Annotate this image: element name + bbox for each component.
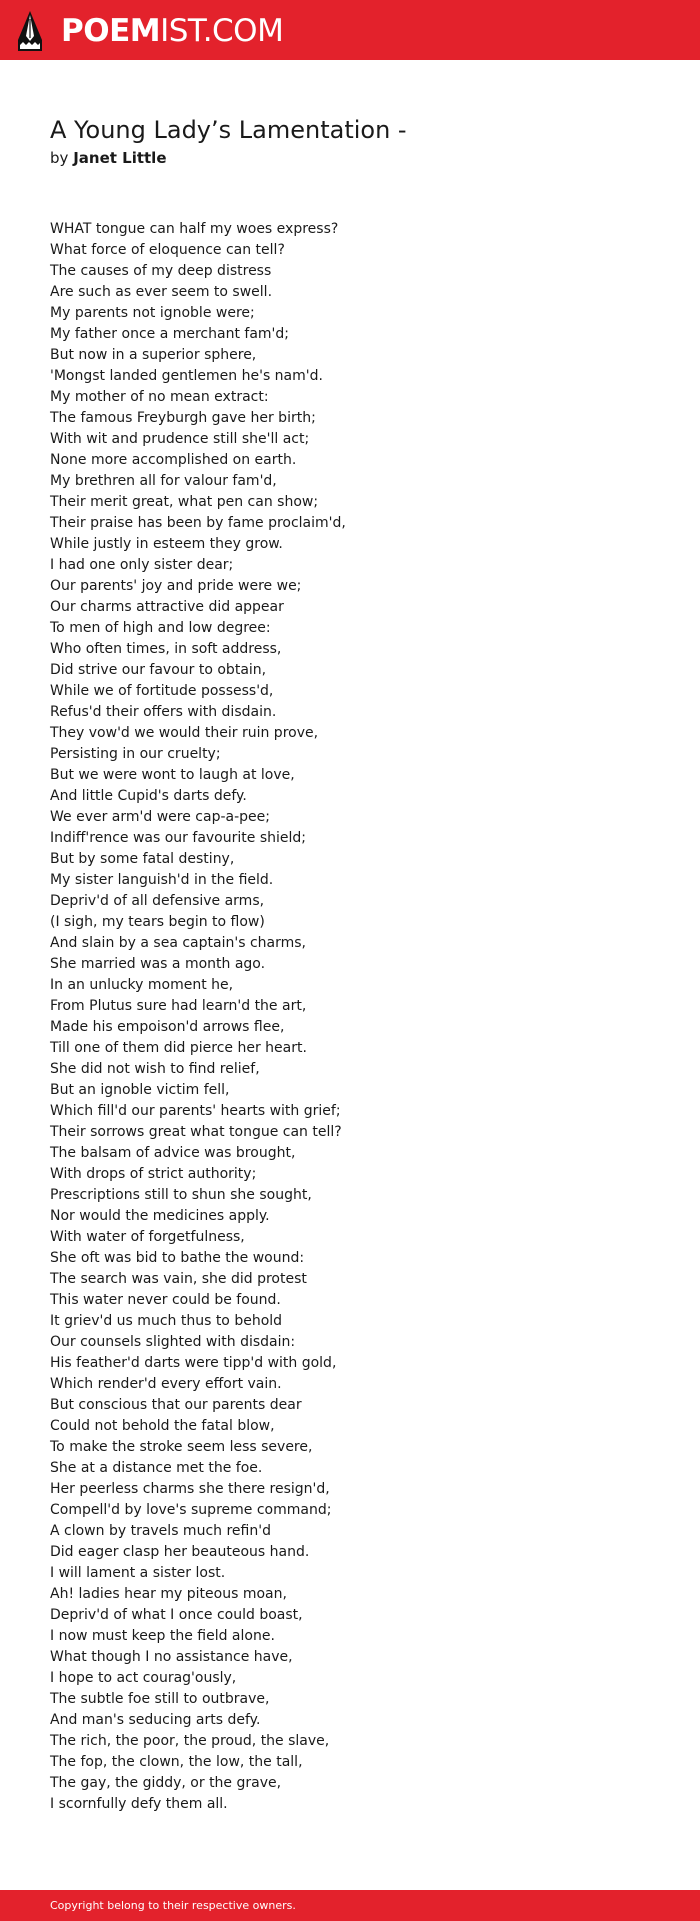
poem-line: Which render'd every effort vain. — [50, 1376, 282, 1392]
poem-line: I will lament a sister lost. — [50, 1565, 226, 1581]
poem-line: I now must keep the field alone. — [50, 1628, 275, 1644]
poem-line: She at a distance met the foe. — [50, 1460, 263, 1476]
poem-line: We ever arm'd were cap-a-pee; — [50, 809, 270, 825]
poem-line: Our charms attractive did appear — [50, 599, 284, 615]
poem-line: Persisting in our cruelty; — [50, 746, 221, 762]
site-logo[interactable] — [17, 9, 283, 53]
site-header — [0, 0, 700, 60]
poem-line: And slain by a sea captain's charms, — [50, 935, 306, 951]
poem-line: Our counsels slighted with disdain: — [50, 1334, 296, 1350]
poem-line: Depriv'd of what I once could boast, — [50, 1607, 303, 1623]
poem-line: What force of eloquence can tell? — [50, 242, 285, 258]
poem-line: (I sigh, my tears begin to flow) — [50, 914, 265, 930]
poem-line: My sister languish'd in the field. — [50, 872, 274, 888]
poem-line: Her peerless charms she there resign'd, — [50, 1481, 330, 1497]
poem-line: She married was a month ago. — [50, 956, 266, 972]
poem-line: To men of high and low degree: — [50, 620, 271, 636]
poem-line: From Plutus sure had learn'd the art, — [50, 998, 307, 1014]
poem-line: My parents not ignoble were; — [50, 305, 255, 321]
poem-line: In an unlucky moment he, — [50, 977, 234, 993]
poem-line: With drops of strict authority; — [50, 1166, 257, 1182]
poem-line: But an ignoble victim fell, — [50, 1082, 230, 1098]
logo-text-bold: POEM — [61, 13, 161, 49]
poem-line: Made his empoison'd arrows flee, — [50, 1019, 285, 1035]
site-footer — [0, 1890, 700, 1921]
poem-line: Their praise has been by fame proclaim'd, — [50, 515, 346, 531]
poem-line: 'Mongst landed gentlemen he's nam'd. — [50, 368, 323, 384]
poem-line: But conscious that our parents dear — [50, 1397, 302, 1413]
poem-line: The famous Freyburgh gave her birth; — [50, 410, 316, 426]
poem-line: Depriv'd of all defensive arms, — [50, 893, 265, 909]
poem-line: But we were wont to laugh at love, — [50, 767, 295, 783]
poem-line: The search was vain, she did protest — [50, 1271, 307, 1287]
poem-line: Refus'd their offers with disdain. — [50, 704, 277, 720]
poem-line: Our parents' joy and pride were we; — [50, 578, 302, 594]
poem-line: The fop, the clown, the low, the tall, — [50, 1754, 303, 1770]
poem-line: While justly in esteem they grow. — [50, 536, 283, 552]
poem-line: They vow'd we would their ruin prove, — [50, 725, 319, 741]
poem-line: My mother of no mean extract: — [50, 389, 269, 405]
poem-line: The causes of my deep distress — [50, 263, 272, 279]
poem-line: Compell'd by love's supreme command; — [50, 1502, 332, 1518]
poem-line: Could not behold the fatal blow, — [50, 1418, 275, 1434]
poem-line: And little Cupid's darts defy. — [50, 788, 247, 804]
poem-line: With wit and prudence still she'll act; — [50, 431, 310, 447]
poem-line: Their sorrows great what tongue can tell? — [50, 1124, 342, 1140]
author-name[interactable]: Janet Little — [73, 149, 167, 167]
poem-line: Which fill'd our parents' hearts with grief; — [50, 1103, 341, 1119]
poem-line: None more accomplished on earth. — [50, 452, 297, 468]
poem-line: A clown by travels much refin'd — [50, 1523, 271, 1539]
poem-line: Till one of them did pierce her heart. — [50, 1040, 307, 1056]
poem-line: And man's seducing arts defy. — [50, 1712, 261, 1728]
poem-line: It griev'd us much thus to behold — [50, 1313, 283, 1329]
poem-body — [50, 219, 650, 1815]
logo-text — [61, 9, 283, 53]
byline-prefix: by — [50, 149, 69, 167]
poem-line: But now in a superior sphere, — [50, 347, 257, 363]
poem-line: To make the stroke seem less severe, — [50, 1439, 313, 1455]
poem-line: But by some fatal destiny, — [50, 851, 235, 867]
poem-line: She oft was bid to bathe the wound: — [50, 1250, 305, 1266]
poem-line: Did strive our favour to obtain, — [50, 662, 267, 678]
poem-line: Nor would the medicines apply. — [50, 1208, 270, 1224]
logo-text-light: IST.COM — [160, 13, 284, 49]
poem-byline — [50, 146, 167, 170]
poem-line: She did not wish to find relief, — [50, 1061, 260, 1077]
poem-line: What though I no assistance have, — [50, 1649, 293, 1665]
poem-line: While we of fortitude possess'd, — [50, 683, 274, 699]
poem-line: My brethren all for valour fam'd, — [50, 473, 277, 489]
poem-line: I hope to act courag'ously, — [50, 1670, 237, 1686]
poem-line: Who often times, in soft address, — [50, 641, 282, 657]
poem-line: Their merit great, what pen can show; — [50, 494, 319, 510]
poem-line: Did eager clasp her beauteous hand. — [50, 1544, 310, 1560]
poem-line: The balsam of advice was brought, — [50, 1145, 296, 1161]
poem-line: Prescriptions still to shun she sought, — [50, 1187, 312, 1203]
poem-line: The rich, the poor, the proud, the slave, — [50, 1733, 330, 1749]
poem-line: WHAT tongue can half my woes express? — [50, 221, 339, 237]
poem-line: My father once a merchant fam'd; — [50, 326, 289, 342]
poem-line: Ah! ladies hear my piteous moan, — [50, 1586, 287, 1602]
poem-line: This water never could be found. — [50, 1292, 281, 1308]
poem-line: Are such as ever seem to swell. — [50, 284, 273, 300]
poem-line: The subtle foe still to outbrave, — [50, 1691, 270, 1707]
poem-line: With water of forgetfulness, — [50, 1229, 245, 1245]
poem-line: I had one only sister dear; — [50, 557, 234, 573]
poem-line: I scornfully defy them all. — [50, 1796, 228, 1812]
poem-line: His feather'd darts were tipp'd with gold, — [50, 1355, 337, 1371]
poem-line: The gay, the giddy, or the grave, — [50, 1775, 282, 1791]
pen-nib-icon — [17, 10, 43, 52]
footer-copyright: Copyright belong to their respective owners. — [50, 1899, 296, 1912]
poem-title: A Young Lady’s Lamentation - — [50, 116, 407, 144]
poem-line: Indiff'rence was our favourite shield; — [50, 830, 306, 846]
